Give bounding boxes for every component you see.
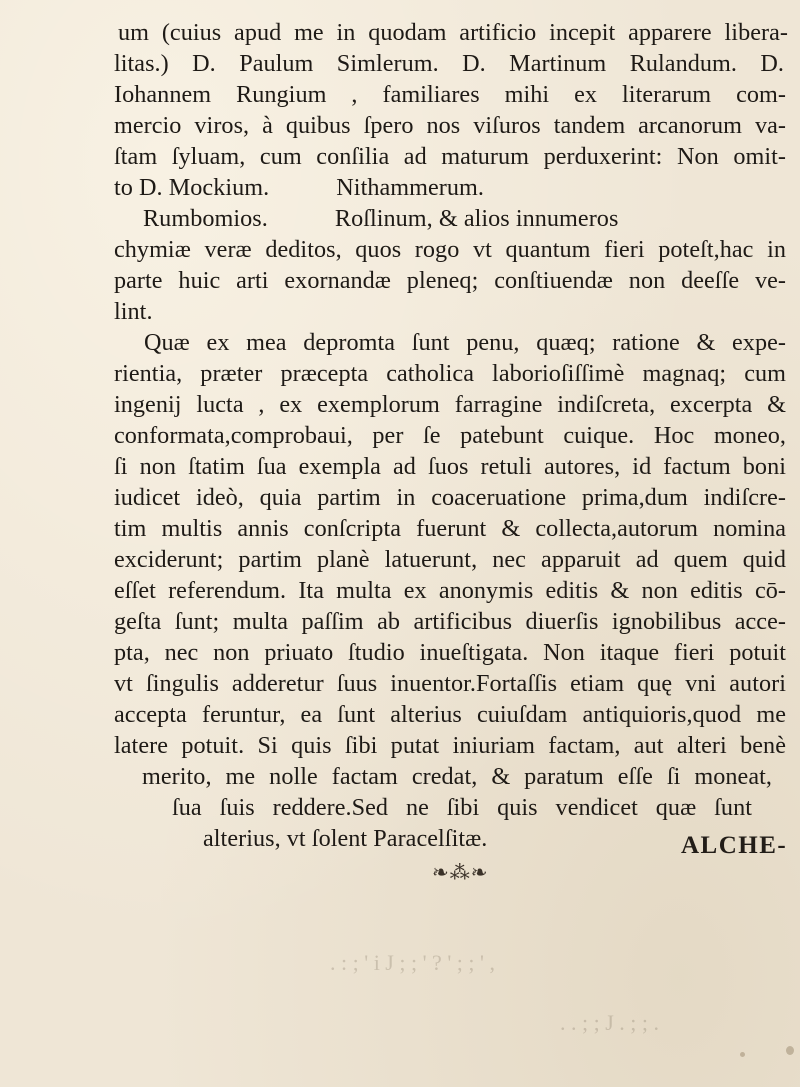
text-line: Iohannem Rungium , familiares mihi ex literarum com- <box>114 81 786 108</box>
text-line: um (cuius apud me in quodam artificio incepit apparere libera- <box>118 19 788 46</box>
text-line: merito, me nolle factam credat, & paratum eſſe ſi moneat, <box>142 763 772 790</box>
text-line: accepta feruntur, ea ſunt alterius cuiuſdam antiquioris,quod me <box>114 701 786 728</box>
text-line: tim multis annis conſcripta fuerunt & collecta,autorum nomina <box>114 515 786 542</box>
paper-spot <box>740 1052 745 1057</box>
text-line: Rumbomios. Roſlinum, & alios innumeros <box>143 205 619 232</box>
text-line: iudicet ideò, quia partim in coaceruatione prima,dum indiſcre- <box>114 484 786 511</box>
text-line: ſtam ſyluam, cum conſilia ad maturum perduxerint: Non omit- <box>114 143 786 170</box>
printer-ornament: ❧⁂❧ <box>432 862 489 884</box>
text-line: Quæ ex mea depromta ſunt penu, quæq; ratione & expe- <box>144 329 786 356</box>
text-line: eſſet referendum. Ita multa ex anonymis editis & non editis cō- <box>114 577 786 604</box>
text-line: chymiæ veræ deditos, quos rogo vt quantum fieri poteſt,hac in <box>114 236 786 263</box>
show-through-text: . : ; ' i J ; ; ' ? ' ; ; ' , <box>330 950 495 975</box>
text-line: alterius, vt ſolent Paracelſitæ. <box>203 825 488 852</box>
text-line: lint. <box>114 298 153 325</box>
text-line: geſta ſunt; multa paſſim ab artificibus diuerſis ignobilibus acce- <box>114 608 786 635</box>
show-through-text: . . ; ; J . ; ; . <box>560 1010 660 1035</box>
text-line: mercio viros, à quibus ſpero nos viſuros tandem arcanorum va- <box>114 112 786 139</box>
text-line: conformata,comprobaui, per ſe patebunt cuique. Hoc moneo, <box>114 422 786 449</box>
text-line: latere potuit. Si quis ſibi putat iniuriam factam, aut alteri benè <box>114 732 786 759</box>
text-line: litas.) D. Paulum Simlerum. D. Martinum Rulandum. D. <box>114 50 784 77</box>
text-line: exciderunt; partim planè latuerunt, nec apparuit ad quem quid <box>114 546 786 573</box>
paper-spot <box>786 1046 794 1055</box>
text-line: pta, nec non priuato ſtudio inueſtigata. Non itaque fieri potuit <box>114 639 786 666</box>
text-line: parte huic arti exornandæ pleneq; conſtiuendæ non deeſſe ve- <box>114 267 786 294</box>
text-line: to D. Mockium. Nithammerum. <box>114 174 485 201</box>
text-line: vt ſingulis adderetur ſuus inuentor.Fortaſſis etiam quę vni autori <box>114 670 786 697</box>
catchword: ALCHE- <box>681 832 788 859</box>
text-line: ſi non ſtatim ſua exempla ad ſuos retuli autores, id factum boni <box>114 453 786 480</box>
text-line: ſua ſuis reddere.Sed ne ſibi quis vendicet quæ ſunt <box>172 794 752 821</box>
text-line: ingenij lucta , ex exemplorum farragine indiſcreta, excerpta & <box>114 391 786 418</box>
text-line: rientia, præter præcepta catholica laborioſiſſimè magnaq; cum <box>114 360 786 387</box>
